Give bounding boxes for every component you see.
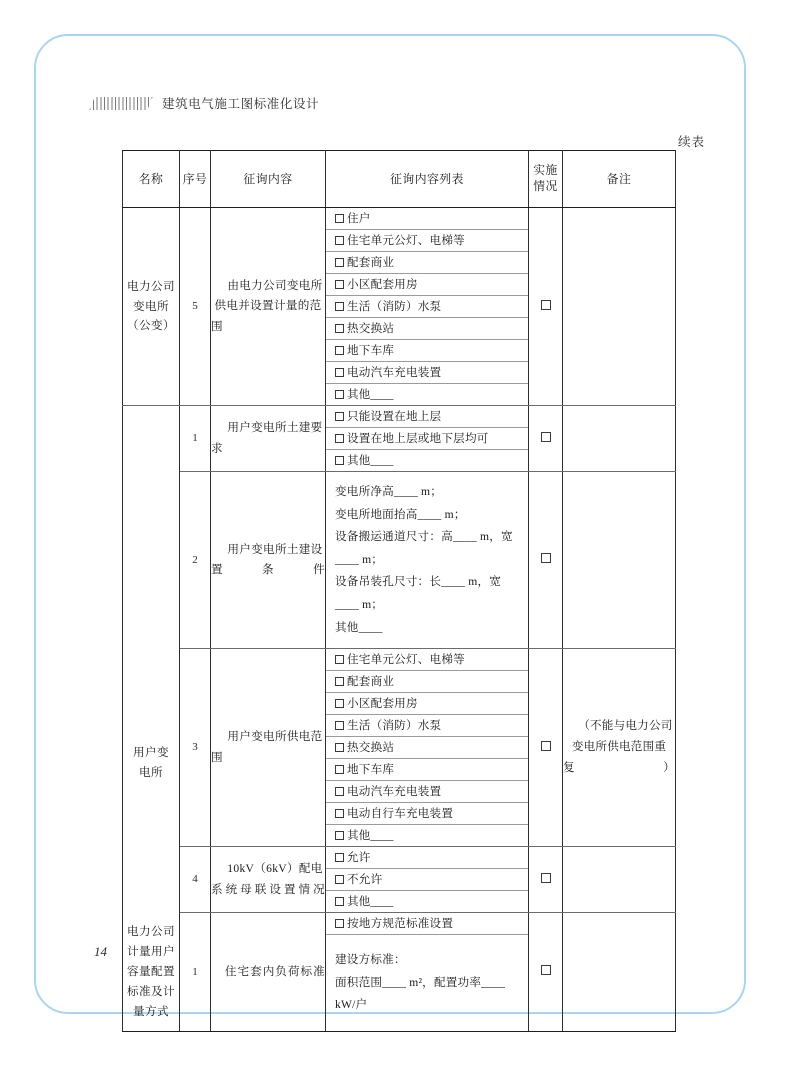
implementation-status-cell[interactable]	[529, 208, 563, 406]
group-name-line: 容量配置	[127, 964, 175, 978]
checkbox-icon[interactable]	[541, 300, 551, 310]
checkbox-icon[interactable]	[335, 699, 344, 708]
row-topic: 用户变电所供电范围	[211, 649, 326, 847]
running-header-title: 建筑电气施工图标准化设计	[162, 97, 320, 111]
checkbox-icon[interactable]	[335, 919, 344, 928]
list-item[interactable]	[326, 450, 528, 471]
row-note: （不能与电力公司变电所供电范围重复）	[563, 649, 676, 847]
table-row	[123, 208, 676, 406]
list-item[interactable]	[326, 693, 528, 715]
checkbox-icon[interactable]	[335, 875, 344, 884]
column-header-no: 序号	[180, 151, 211, 208]
group-name-user-substation	[123, 406, 180, 913]
table-row	[123, 406, 676, 472]
checkbox-icon[interactable]	[335, 324, 344, 333]
group-name-metering-standard	[123, 913, 180, 1032]
table-row	[123, 649, 676, 847]
option-list	[326, 913, 528, 934]
list-item[interactable]	[326, 825, 528, 846]
fill-in-text-block	[326, 934, 528, 1031]
row-topic: 由电力公司变电所供电并设置计量的范围	[211, 208, 326, 406]
checkbox-icon[interactable]	[541, 741, 551, 751]
checkbox-icon[interactable]	[335, 655, 344, 664]
column-header-impl-line2: 情况	[533, 179, 558, 193]
option-label: 住户	[347, 212, 371, 225]
list-item[interactable]	[326, 649, 528, 671]
row-option-list	[326, 208, 529, 406]
option-label: 配套商业	[347, 675, 395, 689]
option-label: 按地方规范标准设置	[347, 917, 454, 931]
list-item[interactable]	[326, 869, 528, 891]
implementation-status-cell[interactable]	[529, 406, 563, 472]
list-item[interactable]	[326, 891, 528, 912]
list-item[interactable]	[326, 737, 528, 759]
row-serial-number: 1	[180, 913, 211, 1032]
option-label: 小区配套用房	[347, 278, 418, 291]
option-label: 生活（消防）水泵	[347, 719, 442, 733]
option-label: 电动自行车充电装置	[347, 807, 454, 821]
option-list	[326, 406, 528, 471]
list-item[interactable]	[326, 384, 528, 405]
row-note	[563, 913, 676, 1032]
group-name-line: 变电所	[133, 299, 169, 313]
row-text-block	[326, 472, 529, 649]
row-note	[563, 847, 676, 913]
row-note	[563, 208, 676, 406]
text-line: 变电所地面抬高____ m；	[335, 507, 466, 521]
option-label: 地下车库	[347, 763, 395, 777]
option-label: 住宅单元公灯、电梯等	[347, 234, 465, 247]
column-header-note: 备注	[563, 151, 676, 208]
row-topic: 10kV（6kV）配电系统母联设置情况	[211, 847, 326, 913]
page-number: 14	[94, 944, 107, 959]
checkbox-icon[interactable]	[335, 280, 344, 289]
table-row	[123, 847, 676, 913]
table-row	[123, 913, 676, 1032]
option-label: 其他____	[347, 388, 394, 401]
option-label: 生活（消防）水泵	[347, 300, 442, 313]
checkbox-icon[interactable]	[541, 432, 551, 442]
row-note	[563, 472, 676, 649]
text-line: 设备搬运通道尺寸：高____ m，宽____ m；	[335, 530, 513, 566]
row-mixed-block	[326, 913, 529, 1032]
checkbox-icon[interactable]	[335, 677, 344, 686]
option-label: 配套商业	[347, 256, 395, 269]
group-name-power-company-substation	[123, 208, 180, 406]
checkbox-icon[interactable]	[335, 214, 344, 223]
implementation-status-cell[interactable]	[529, 847, 563, 913]
row-topic: 用户变电所土建设置条件	[211, 472, 326, 649]
text-line: 设备吊装孔尺寸：长____ m，宽____ m；	[335, 575, 502, 611]
group-name-line: 电力公司	[127, 924, 175, 938]
checkbox-icon[interactable]	[335, 831, 344, 840]
option-label: 其他____	[347, 454, 394, 467]
option-label: 允许	[347, 851, 371, 865]
list-item[interactable]	[326, 274, 528, 296]
checkbox-icon[interactable]	[541, 965, 551, 975]
group-name-line: 电所	[139, 766, 163, 780]
option-label: 其他____	[347, 829, 394, 843]
list-item[interactable]	[326, 715, 528, 737]
option-label: 热交换站	[347, 322, 395, 335]
group-name-line: （公变）	[127, 319, 175, 333]
option-list	[326, 208, 528, 405]
running-header	[92, 94, 319, 112]
list-item[interactable]	[326, 913, 528, 934]
option-label: 热交换站	[347, 741, 395, 755]
row-option-list	[326, 406, 529, 472]
list-item[interactable]	[326, 406, 528, 428]
continued-table-label: 续表	[677, 135, 705, 149]
list-item[interactable]	[326, 781, 528, 803]
group-name-line: 电力公司	[127, 279, 175, 293]
column-header-name: 名称	[123, 151, 180, 208]
option-label: 设置在地上层或地下层均可	[347, 432, 489, 445]
row-option-list	[326, 847, 529, 913]
row-note	[563, 406, 676, 472]
row-serial-number: 2	[180, 472, 211, 649]
list-item[interactable]	[326, 671, 528, 693]
implementation-status-cell[interactable]	[529, 472, 563, 649]
list-item[interactable]	[326, 252, 528, 274]
row-serial-number: 1	[180, 406, 211, 472]
checkbox-icon[interactable]	[335, 743, 344, 752]
list-item[interactable]	[326, 847, 528, 869]
option-label: 不允许	[347, 873, 383, 887]
list-item[interactable]	[326, 230, 528, 252]
checkbox-icon[interactable]	[335, 258, 344, 267]
consultation-table-wrapper	[122, 150, 675, 1032]
list-item[interactable]	[326, 318, 528, 340]
text-line: 建设方标准：	[335, 953, 406, 967]
column-header-impl	[529, 151, 563, 208]
option-label: 住宅单元公灯、电梯等	[347, 653, 465, 667]
group-name-line: 量方式	[133, 1004, 169, 1018]
table-header-row	[123, 151, 676, 208]
list-item[interactable]	[326, 759, 528, 781]
option-label: 电动汽车充电装置	[347, 785, 442, 799]
fill-in-text-block	[326, 472, 528, 648]
text-line: 变电所净高____ m；	[335, 485, 443, 498]
option-label: 地下车库	[347, 344, 395, 357]
column-header-topic: 征询内容	[211, 151, 326, 208]
checkbox-icon[interactable]	[335, 456, 344, 465]
implementation-status-cell[interactable]	[529, 649, 563, 847]
option-label: 电动汽车充电装置	[347, 366, 442, 379]
row-serial-number: 5	[180, 208, 211, 406]
checkbox-icon[interactable]	[335, 721, 344, 730]
checkbox-icon[interactable]	[335, 809, 344, 818]
checkbox-icon[interactable]	[541, 553, 551, 563]
checkbox-icon[interactable]	[335, 390, 344, 399]
group-name-line: 计量用户	[127, 944, 175, 958]
option-label: 小区配套用房	[347, 697, 418, 711]
checkbox-icon[interactable]	[335, 236, 344, 245]
row-serial-number: 4	[180, 847, 211, 913]
option-label: 只能设置在地上层	[347, 410, 442, 423]
checkbox-icon[interactable]	[335, 412, 344, 421]
group-name-line: 用户变	[133, 746, 169, 760]
group-name-line: 标准及计	[127, 984, 175, 998]
page-content	[36, 36, 744, 1018]
checkbox-icon[interactable]	[335, 765, 344, 774]
option-list	[326, 649, 528, 846]
text-line: 其他____	[335, 620, 383, 634]
row-topic: 用户变电所土建要求	[211, 406, 326, 472]
column-header-list: 征询内容列表	[326, 151, 529, 208]
list-item[interactable]	[326, 208, 528, 230]
list-item[interactable]	[326, 296, 528, 318]
checkbox-icon[interactable]	[335, 787, 344, 796]
list-item[interactable]	[326, 428, 528, 450]
checkbox-icon[interactable]	[335, 368, 344, 377]
checkbox-icon[interactable]	[335, 302, 344, 311]
row-serial-number: 3	[180, 649, 211, 847]
checkbox-icon[interactable]	[541, 873, 551, 883]
column-header-impl-line1: 实施	[533, 163, 558, 178]
row-option-list	[326, 649, 529, 847]
checkbox-icon[interactable]	[335, 346, 344, 355]
consultation-table	[122, 150, 676, 1032]
row-topic: 住宅套内负荷标准	[211, 913, 326, 1032]
page-frame	[34, 34, 746, 1018]
option-label: 其他____	[347, 895, 394, 909]
list-item[interactable]	[326, 340, 528, 362]
option-list	[326, 847, 528, 912]
list-item[interactable]	[326, 362, 528, 384]
hatched-parallelogram-icon	[89, 97, 152, 110]
implementation-status-cell[interactable]	[529, 913, 563, 1032]
list-item[interactable]	[326, 803, 528, 825]
table-row	[123, 472, 676, 649]
checkbox-icon[interactable]	[335, 853, 344, 862]
text-line: 面积范围____ m²，配置功率____ kW/户	[335, 975, 506, 1012]
checkbox-icon[interactable]	[335, 897, 344, 906]
checkbox-icon[interactable]	[335, 434, 344, 443]
